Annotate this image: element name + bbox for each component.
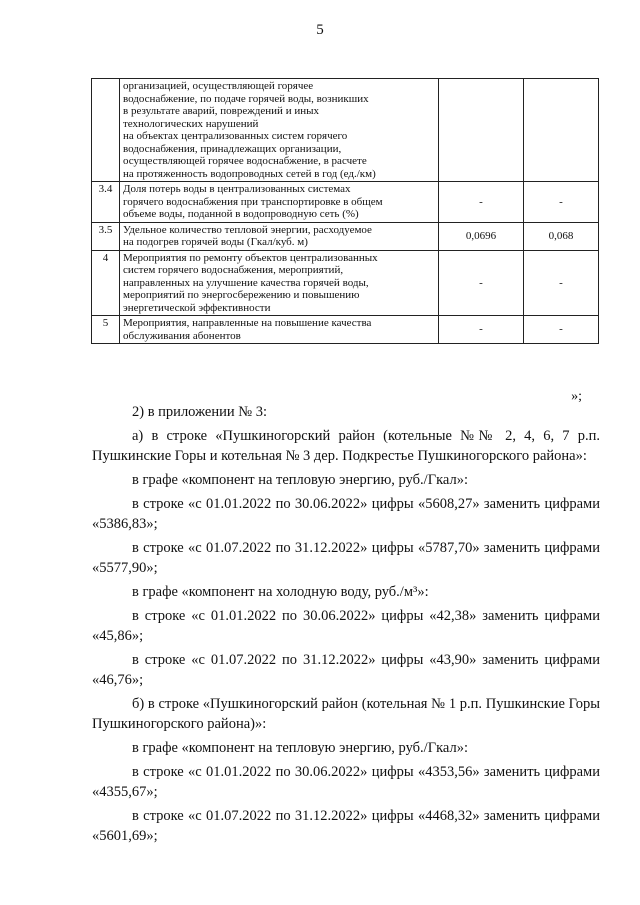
table-row [92,182,599,223]
paragraph: в строке «с 01.07.2022 по 31.12.2022» цифры «5787,70» заменить цифрами «5577,90»; [92,540,600,576]
paragraph: в графе «компонент на холодную воду, руб./м³»: [132,584,429,600]
value-2023-cell: - [524,316,599,344]
closing-quote: »; [571,389,582,404]
description-line: технологических нарушений [123,117,259,130]
value-2022-cell [439,79,524,182]
page-number: 5 [316,22,324,38]
table-row [92,250,599,316]
description-line: организацией, осуществляющей горячее [123,80,314,92]
row-description [120,182,439,223]
row-description [120,79,439,182]
description-line: водоснабжение, по подаче горячей воды, возникших [123,92,369,105]
row-number: 5 [92,316,120,344]
paragraph: в строке «с 01.07.2022 по 31.12.2022» цифры «4468,32» заменить цифрами «5601,69»; [92,808,600,844]
value-2022-cell: 0,0696 [439,222,524,250]
paragraph: в строке «с 01.07.2022 по 31.12.2022» цифры «43,90» заменить цифрами «46,76»; [92,652,600,688]
row-number: 3.4 [92,182,120,223]
paragraph: в графе «компонент на тепловую энергию, руб./Гкал»: [132,472,468,488]
value-2022-cell: - [439,250,524,316]
description-line: на подогрев горячей воды (Гкал/куб. м) [123,236,308,248]
value-2023-cell [524,79,599,182]
value-2022-cell: - [439,316,524,344]
paragraph: в графе «компонент на тепловую энергию, руб./Гкал»: [132,740,468,756]
table-row [92,316,599,344]
table-row [92,222,599,250]
paragraph: в строке «с 01.01.2022 по 30.06.2022» цифры «42,38» заменить цифрами «45,86»; [92,608,600,644]
description-line: Мероприятия по ремонту объектов централизованных [123,251,378,264]
value-2023-cell: 0,068 [524,222,599,250]
description-line: в результате аварий, повреждений и иных [123,105,319,117]
row-number: 4 [92,250,120,316]
value-2023-cell: - [524,250,599,316]
row-description [120,222,439,250]
description-line: Мероприятия, направленные на повышение качества [123,317,372,329]
description-line: направленных на улучшение качества горячей воды, [123,276,369,289]
amendment-text [92,402,600,850]
paragraph: б) в строке «Пушкиногорский район (котельная № 1 р.п. Пушкинские Горы Пушкиногорского района)»: [92,696,600,732]
description-line: Доля потерь воды в централизованных системах [123,183,351,195]
row-description [120,316,439,344]
description-line: Удельное количество тепловой энергии, расходуемое [123,223,372,236]
description-line: энергетической эффективности [123,301,271,314]
row-number [92,79,120,182]
row-number: 3.5 [92,222,120,250]
description-line: водоснабжения, принадлежащих организации, [123,142,342,155]
table-row [92,79,599,182]
description-line: систем горячего водоснабжения, мероприятий, [123,264,344,276]
paragraph: в строке «с 01.01.2022 по 30.06.2022» цифры «5608,27» заменить цифрами «5386,83»; [92,496,600,532]
description-line: на протяженность водопроводных сетей в год (ед./км) [123,167,376,180]
row-description [120,250,439,316]
indicators-table [91,78,599,344]
paragraph: а) в строке «Пушкиногорский район (котельные №№ 2, 4, 6, 7 р.п. Пушкинские Горы и котельная № 3 дер. Подкрестье Пушкиногорского района»: [92,428,600,464]
description-line: мероприятий по энергосбережению и повышению [123,289,360,301]
value-2022-cell: - [439,182,524,223]
description-line: обслуживания абонентов [123,329,241,342]
description-line: осуществляющей горячее водоснабжение, в расчете [123,155,367,167]
description-line: горячего водоснабжения при транспортировке в общем [123,195,383,208]
paragraph: в строке «с 01.01.2022 по 30.06.2022» цифры «4353,56» заменить цифрами «4355,67»; [92,764,600,800]
paragraph: 2) в приложении № 3: [132,404,267,420]
description-line: на объектах централизованных систем горячего [123,130,348,142]
value-2023-cell: - [524,182,599,223]
description-line: объеме воды, поданной в водопроводную сеть (%) [123,208,359,220]
